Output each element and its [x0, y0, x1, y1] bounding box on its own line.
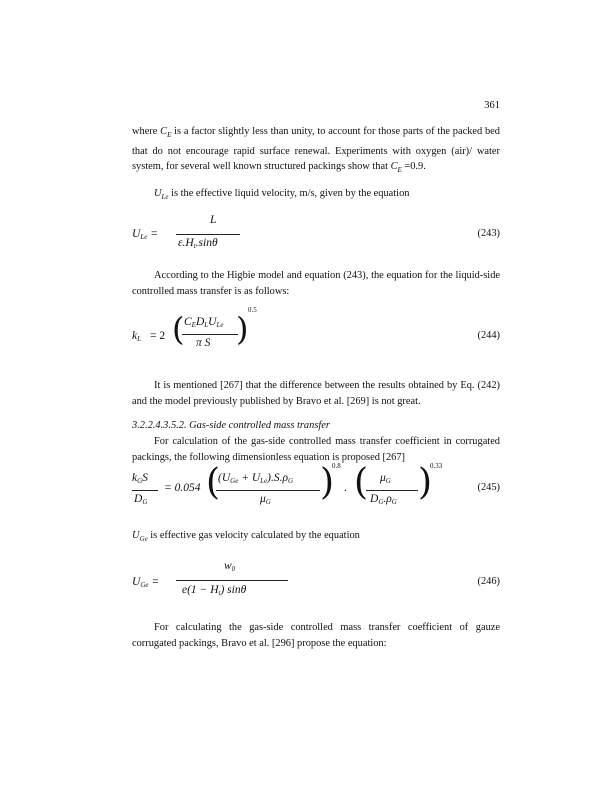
paragraph-6: $U_{Ge}$ is effective gas velocity calculated by the equation — [132, 530, 360, 544]
equation-number-243: (243) — [477, 228, 500, 239]
paragraph-2: $U_{Le}$ is the effective liquid velocity, m/s, given by the equation — [154, 188, 410, 202]
page-number: 361 — [484, 100, 500, 111]
paragraph-3: According to the Higbie model and equation (243), the equation for the liquid-side controlled mass transfer is as follows: — [132, 270, 500, 297]
equation-number-245: (245) — [477, 482, 500, 493]
equation-number-246: (246) — [477, 576, 500, 587]
paragraph-4: It is mentioned [267] that the difference between the results obtained by Eq. (242) and the model previously published by Bravo et al. [269] is not great. — [132, 380, 500, 407]
paragraph-7: For calculating the gas-side controlled mass transfer coefficient of gauze corrugated packings, Bravo et al. [296] propose the equation: — [132, 622, 500, 649]
section-heading: 3.2.2.4.3.5.2. Gas-side controlled mass transfer — [132, 420, 330, 431]
equation-246: $U_{Ge}$ = $w_0$ $e(1 - H_t)$ sinθ (246) — [132, 560, 500, 597]
equation-244: $k_L$ = 2 ( $C_ED_LU_{Le}$ π S ) 0.5 (244) — [132, 306, 500, 349]
paragraph-5: For calculation of the gas-side controlled mass transfer coefficient in corrugated packings, the following dimensionless equation is proposed [267] — [132, 436, 500, 463]
paragraph-1: where $C_E$ is a factor slightly less than unity, to account for those parts of the packed bed that do not encourage rapid surface renewal. Experiments with oxygen (air)/ water system, for several well known structured packings show that $C_E =0.9$. — [132, 126, 500, 175]
equation-243: $U_{Le}$ = L $\varepsilon.H_t.\sin\theta$ (243) — [132, 214, 500, 250]
equation-number-244: (244) — [477, 330, 500, 341]
equation-245: $k_GS$ $D_G$ = 0.054 ( $(U_{Ge} + U_{Le}).S.\rho_G$ $\mu_G$ ) 0.8 . ( $\mu_G$ $D_G.\rho_G$ ) 0.33 (245) — [132, 462, 500, 506]
